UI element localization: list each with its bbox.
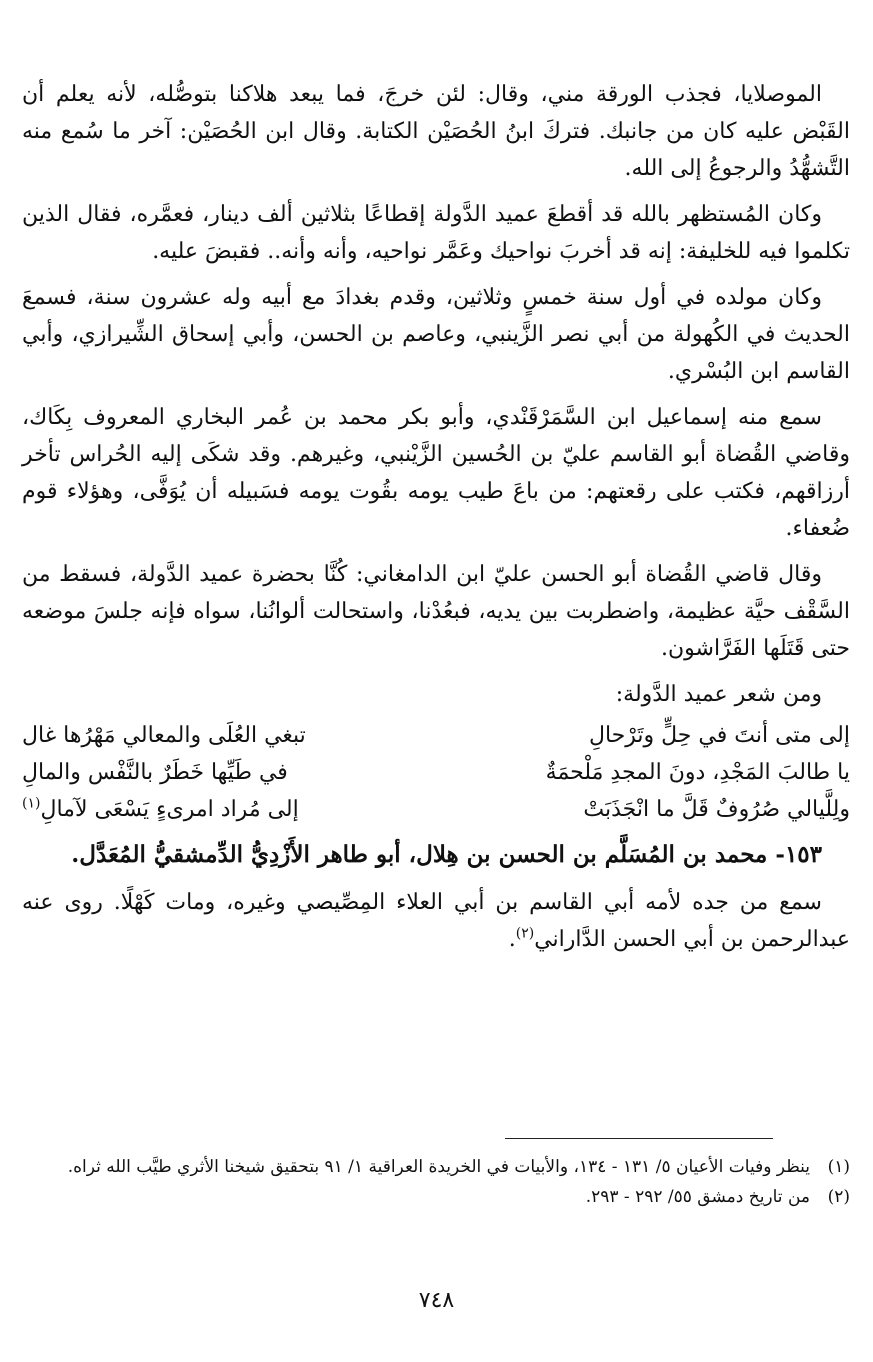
entry-text: سمع من جده لأمه أبي القاسم بن أبي العلاء المِصِّيصي وغيره، ومات كَهْلًا. روى عنه عبدالرحمن بن أبي الحسن الدَّاراني: [22, 890, 850, 952]
verse-2: [22, 754, 850, 791]
entry-text-end: .: [508, 927, 516, 952]
footnote-2-number: (٢): [827, 1187, 850, 1207]
footnote-1-number: (١): [827, 1157, 850, 1177]
footnote-1-text: ينظر وفيات الأعيان ٥/ ١٣١ - ١٣٤، والأبيات في الخريدة العراقية ١/ ٩١ بتحقيق شيخنا الأثري طيَّب الله ثراه.: [67, 1157, 810, 1177]
paragraph-3: وكان مولده في أول سنة خمسٍ وثلاثين، وقدم بغدادَ مع أبيه وله عشرون سنة، فسمعَ الحديث في الكُهولة من أبي نصر الزَّينبي، وعاصم بن الحسن، وأبي إسحاق الشِّيرازي، وأبي القاسم ابن البُسْري.: [22, 285, 850, 384]
footnote-separator: [505, 1138, 773, 1139]
verse-1-second-hemistich: تبغي العُلَى والمعالي مَهْرُها غال: [22, 723, 306, 748]
verse-1-first-hemistich: إلى متى أنتَ في حِلٍّ وتَرْحالِ: [588, 723, 850, 748]
verse-3-first-hemistich: ولِلَّيالي صُرُوفٌ قَلَّ ما انْجَذَبَتْ: [583, 797, 850, 822]
footnote-2-text: من تاريخ دمشق ٥٥/ ٢٩٢ - ٢٩٣.: [585, 1187, 810, 1207]
paragraph-4: سمع منه إسماعيل ابن السَّمَرْقَنْدي، وأبو بكر محمد بن عُمر البخاري المعروف بِكَاك، وقاضي القُضاة أبو القاسم عليّ بن الحُسين الزَّيْنبي، وغيرهم. وقد شكَى إليه الحُراس تأخر أرزاقهم، فكتب على رقعتهم: من باعَ طيب يومه بقُوت يومه فسَبيله أن يُوَفَّى، وهؤلاء قوم ضُعفاء.: [22, 405, 850, 541]
verse-3-second-hemistich: إلى مُراد امرىءٍ يَسْعَى لآمالِ: [40, 797, 299, 822]
poem-heading: ومن شعر عميد الدَّولة:: [615, 682, 822, 707]
footnotes: [22, 1152, 850, 1212]
entry-title: ١٥٣- محمد بن المُسَلَّم بن الحسن بن هِلال، أبو طاهر الأَزْدِيُّ الدِّمشقيُّ المُعَدَّل.: [71, 841, 822, 868]
verse-2-first-hemistich: يا طالبَ المَجْدِ، دونَ المجدِ مَلْحمَةٌ: [545, 760, 850, 785]
footnote-2: [22, 1182, 850, 1212]
verse-3-second-hemistich-wrap: [22, 791, 299, 828]
poem: [22, 717, 850, 828]
verse-3: [22, 791, 850, 828]
footnote-1: [22, 1152, 850, 1182]
entry-text-paragraph: [22, 884, 850, 958]
paragraph-5: وقال قاضي القُضاة أبو الحسن عليّ ابن الدامغاني: كُنَّا بحضرة عميد الدَّولة، فسقط من السَّقْف حيَّة عظيمة، واضطربت بين يديه، فبعُدْنا، واستحالت ألوانُنا، سواه فإنه جلسَ موضعه حتى قَتَلَها الفَرَّاشون.: [22, 562, 850, 661]
verse-2-second-hemistich: في طَيِّها خَطَرٌ بالنَّفْس والمالِ: [22, 760, 288, 785]
verse-1: [22, 717, 850, 754]
footnote-ref-1[interactable]: (١): [22, 795, 41, 812]
main-text: [22, 76, 850, 967]
footnote-ref-2[interactable]: (٢): [515, 925, 535, 942]
paragraph-1: الموصلايا، فجذب الورقة مني، وقال: لئن خرجَ، فما يبعد هلاكنا بتوصُّله، لأنه يعلم أن القَبْض عليه كان من جانبك. فتركَ ابنُ الحُصَيْن الكتابة. وقال ابن الحُصَيْن: آخر ما سُمع منه التَّشهُّدُ والرجوعُ إلى الله.: [22, 82, 850, 181]
page-number: ٧٤٨: [418, 1288, 455, 1313]
paragraph-2: وكان المُستظهر بالله قد أقطعَ عميد الدَّولة إقطاعًا بثلاثين ألف دينار، فعمَّره، فقال الذين تكلموا فيه للخليفة: إنه قد أخربَ نواحيك وعَمَّر نواحيه، وأنه وأنه.. فقبضَ عليه.: [22, 202, 850, 264]
